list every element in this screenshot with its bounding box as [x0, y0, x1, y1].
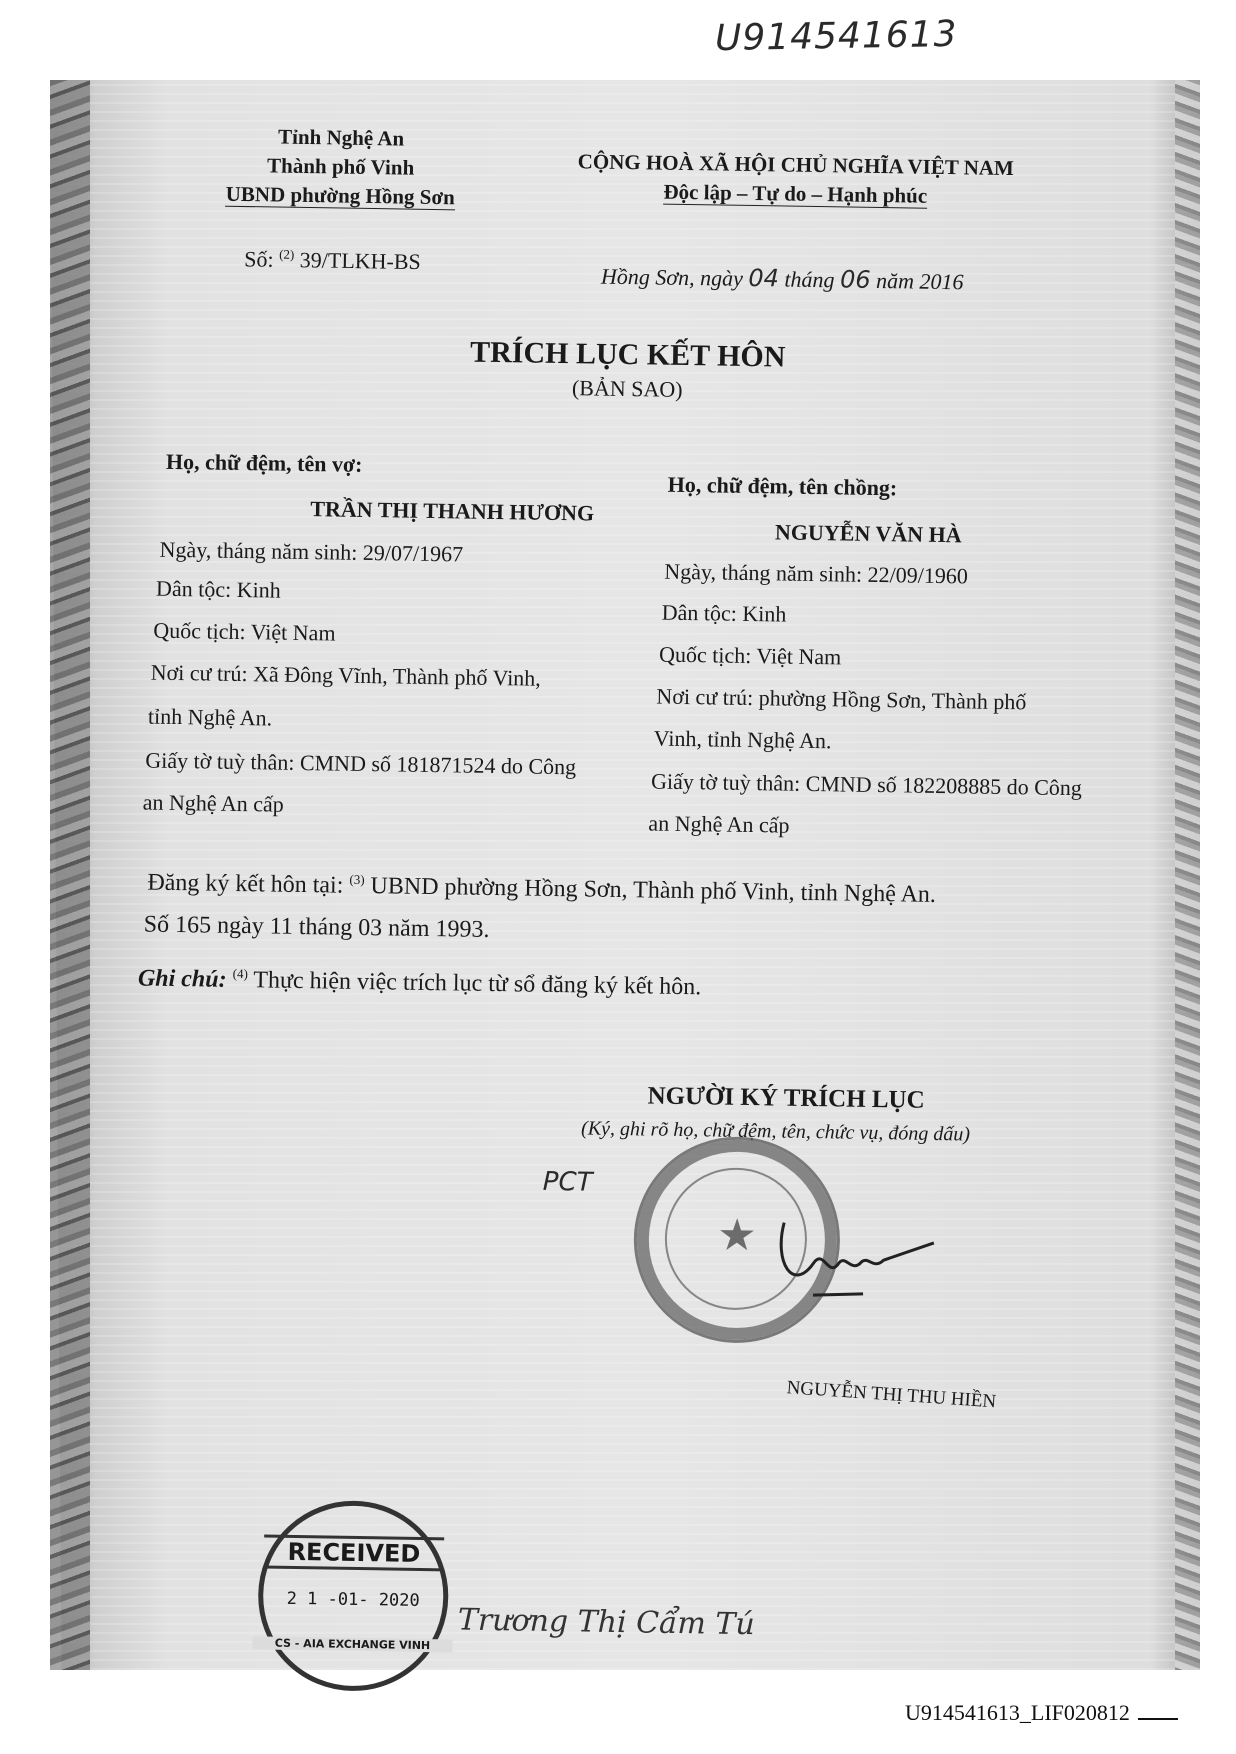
received-stamp — [257, 1499, 450, 1692]
top-handwritten-id: U914541613 — [714, 13, 958, 60]
wife-residence-1: Nơi cư trú: Xã Đông Vĩnh, Thành phố Vinh, — [150, 659, 541, 691]
husband-residence-1: Nơi cư trú: phường Hồng Sơn, Thành phố — [656, 683, 1027, 715]
signer-initials: PCT — [542, 1166, 593, 1198]
month-handwritten: 06 — [839, 265, 871, 294]
left-header — [215, 122, 466, 213]
wife-residence-2: tỉnh Nghệ An. — [147, 703, 273, 731]
husband-name: NGUYỄN VĂN HÀ — [774, 519, 962, 548]
day-handwritten: 04 — [748, 263, 780, 293]
wife-nationality: Quốc tịch: Việt Nam — [153, 617, 336, 646]
right-header — [545, 147, 1046, 213]
received-stamp-date: 2 1 -01- 2020 — [286, 1588, 420, 1611]
husband-dob: Ngày, tháng năm sinh: 22/09/1960 — [664, 558, 969, 589]
province: Tỉnh Nghệ An — [277, 124, 405, 151]
received-stamp-org: CS - AIA EXCHANGE VINH — [252, 1636, 452, 1652]
nation-motto: Độc lập – Tự do – Hạnh phúc — [663, 179, 928, 208]
document-subtitle: (BẢN SAO) — [571, 375, 683, 402]
received-stamp-word: RECEIVED — [264, 1534, 445, 1571]
husband-nationality: Quốc tịch: Việt Nam — [658, 641, 842, 670]
wife-label: Họ, chữ đệm, tên vợ: — [165, 448, 363, 477]
signer-name: NGUYỄN THỊ THU HIỀN — [786, 1377, 997, 1413]
nation-title: CỘNG HOÀ XÃ HỘI CHỦ NGHĨA VIỆT NAM — [577, 149, 1015, 181]
husband-residence-2: Vinh, tỉnh Nghệ An. — [653, 725, 832, 754]
seal-star-icon: ★ — [716, 1210, 758, 1261]
signature-mark — [773, 1202, 945, 1315]
place-date: Hồng Sơn, ngày 04 tháng 06 năm 2016 — [600, 263, 964, 295]
handwritten-name: Trương Thị Cẩm Tú — [457, 1602, 756, 1643]
document-number: Số: $^{(2)}$ 39/TLKH-BS — [244, 246, 421, 275]
note: Ghi chú: $^{(4)}$ Thực hiện việc trích lục từ sổ đăng ký kết hôn. — [137, 965, 702, 1001]
wife-dob: Ngày, tháng năm sinh: 29/07/1967 — [159, 536, 464, 567]
wife-name: TRẦN THỊ THANH HƯƠNG — [310, 496, 595, 526]
document-title: TRÍCH LỤC KẾT HÔN — [469, 335, 786, 374]
husband-id-2: an Nghệ An cấp — [648, 810, 790, 838]
wife-id-1: Giấy tờ tuỳ thân: CMND số 181871524 do Công — [145, 747, 577, 780]
city: Thành phố Vinh — [266, 153, 415, 180]
wife-ethnic: Dân tộc: Kinh — [155, 575, 281, 603]
wife-id-2: an Nghệ An cấp — [142, 789, 284, 817]
registration-line-2: Số 165 ngày 11 tháng 03 năm 1993. — [143, 911, 490, 943]
husband-label: Họ, chữ đệm, tên chồng: — [667, 471, 898, 501]
footer-document-id: U914541613_LIF020812 — [905, 1700, 1178, 1726]
signer-title: NGƯỜI KÝ TRÍCH LỤC — [647, 1082, 925, 1114]
signer-instruction: (Ký, ghi rõ họ, chữ đệm, tên, chức vụ, đóng dấu) — [580, 1117, 971, 1146]
ward-committee: UBND phường Hồng Sơn — [225, 181, 455, 210]
registration-line-1: Đăng ký kết hôn tại: $^{(3)}$ UBND phường Hồng Sơn, Thành phố Vinh, tỉnh Nghệ An. — [147, 869, 937, 908]
husband-id-1: Giấy tờ tuỳ thân: CMND số 182208885 do Công — [650, 768, 1083, 801]
husband-ethnic: Dân tộc: Kinh — [661, 599, 787, 627]
